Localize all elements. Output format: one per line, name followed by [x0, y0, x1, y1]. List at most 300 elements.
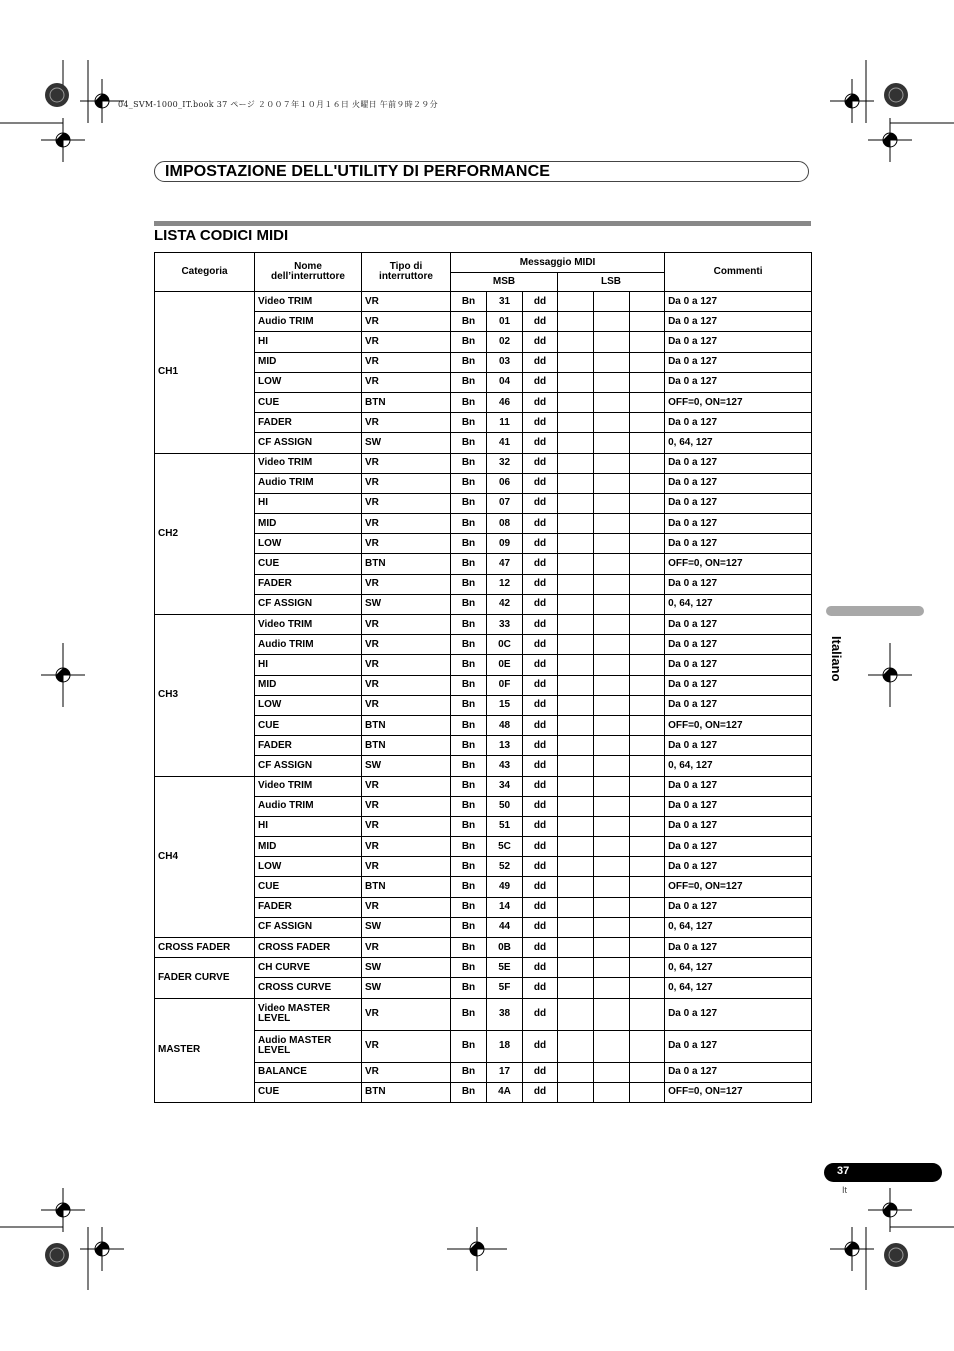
msb-status-cell: Bn — [451, 978, 487, 998]
msb-number-cell: 44 — [487, 917, 523, 937]
lsb-cell — [558, 615, 594, 635]
lsb-cell — [630, 413, 665, 433]
msb-status-cell: Bn — [451, 877, 487, 897]
lsb-cell — [558, 635, 594, 655]
msb-status-cell: Bn — [451, 1030, 487, 1062]
lsb-cell — [558, 534, 594, 554]
category-cell: CH2 — [155, 453, 255, 615]
lsb-cell — [558, 897, 594, 917]
lsb-cell — [630, 938, 665, 958]
msb-value-cell: dd — [523, 998, 558, 1030]
msb-status-cell: Bn — [451, 796, 487, 816]
msb-number-cell: 18 — [487, 1030, 523, 1062]
section-title: IMPOSTAZIONE DELL'UTILITY DI PERFORMANCE — [165, 163, 550, 180]
switch-name-cell: CF ASSIGN — [255, 433, 362, 453]
lsb-cell — [594, 635, 630, 655]
msb-value-cell: dd — [523, 695, 558, 715]
lsb-cell — [630, 1062, 665, 1082]
switch-name-cell: CUE — [255, 1082, 362, 1102]
comment-cell: Da 0 a 127 — [665, 292, 812, 312]
lsb-cell — [630, 837, 665, 857]
switch-type-cell: VR — [362, 816, 451, 836]
comment-cell: OFF=0, ON=127 — [665, 392, 812, 412]
comment-cell: OFF=0, ON=127 — [665, 877, 812, 897]
msb-value-cell: dd — [523, 877, 558, 897]
switch-type-cell: BTN — [362, 715, 451, 735]
lsb-cell — [594, 958, 630, 978]
lsb-cell — [630, 816, 665, 836]
msb-value-cell: dd — [523, 413, 558, 433]
lsb-cell — [630, 453, 665, 473]
switch-name-cell: LOW — [255, 857, 362, 877]
msb-value-cell: dd — [523, 534, 558, 554]
msb-value-cell: dd — [523, 514, 558, 534]
msb-value-cell: dd — [523, 796, 558, 816]
comment-cell: OFF=0, ON=127 — [665, 1082, 812, 1102]
msb-value-cell: dd — [523, 1062, 558, 1082]
msb-number-cell: 50 — [487, 796, 523, 816]
switch-type-cell: SW — [362, 756, 451, 776]
msb-number-cell: 5E — [487, 958, 523, 978]
category-cell: CH3 — [155, 615, 255, 777]
comment-cell: 0, 64, 127 — [665, 917, 812, 937]
lsb-cell — [630, 352, 665, 372]
lsb-cell — [594, 978, 630, 998]
lsb-cell — [558, 978, 594, 998]
lsb-cell — [594, 1062, 630, 1082]
msb-number-cell: 46 — [487, 392, 523, 412]
midi-codes-table — [154, 252, 812, 1103]
lsb-cell — [558, 473, 594, 493]
switch-name-cell: MID — [255, 352, 362, 372]
msb-value-cell: dd — [523, 292, 558, 312]
switch-type-cell: VR — [362, 312, 451, 332]
msb-value-cell: dd — [523, 897, 558, 917]
msb-value-cell: dd — [523, 352, 558, 372]
comment-cell: Da 0 a 127 — [665, 897, 812, 917]
switch-name-cell: FADER — [255, 413, 362, 433]
msb-number-cell: 13 — [487, 736, 523, 756]
lsb-cell — [630, 715, 665, 735]
msb-number-cell: 5C — [487, 837, 523, 857]
switch-name-cell: Audio MASTER LEVEL — [255, 1030, 362, 1062]
page-number: 37 — [837, 1165, 850, 1177]
msb-number-cell: 52 — [487, 857, 523, 877]
comment-cell: Da 0 a 127 — [665, 473, 812, 493]
lsb-cell — [630, 958, 665, 978]
lsb-cell — [630, 332, 665, 352]
lsb-cell — [558, 877, 594, 897]
switch-type-cell: BTN — [362, 877, 451, 897]
switch-name-cell: CUE — [255, 715, 362, 735]
comment-cell: Da 0 a 127 — [665, 574, 812, 594]
msb-value-cell: dd — [523, 372, 558, 392]
msb-number-cell: 0B — [487, 938, 523, 958]
lsb-cell — [558, 796, 594, 816]
msb-value-cell: dd — [523, 332, 558, 352]
switch-type-cell: SW — [362, 978, 451, 998]
switch-type-cell: SW — [362, 433, 451, 453]
side-tab-label: Italiano — [829, 636, 844, 682]
comment-cell: Da 0 a 127 — [665, 736, 812, 756]
lsb-cell — [594, 756, 630, 776]
switch-name-cell: CUE — [255, 877, 362, 897]
lsb-cell — [630, 917, 665, 937]
file-info: 04_SVM-1000_IT.book 37 ページ ２００７年１０月１６日 火曜日 午前９時２９分 — [118, 100, 438, 109]
lsb-cell — [594, 332, 630, 352]
lsb-cell — [594, 433, 630, 453]
switch-type-cell: BTN — [362, 392, 451, 412]
side-tab — [826, 606, 924, 616]
lsb-cell — [558, 695, 594, 715]
switch-name-cell: BALANCE — [255, 1062, 362, 1082]
switch-type-cell: VR — [362, 413, 451, 433]
lsb-cell — [594, 413, 630, 433]
msb-value-cell: dd — [523, 453, 558, 473]
msb-value-cell: dd — [523, 615, 558, 635]
switch-name-cell: LOW — [255, 695, 362, 715]
switch-name-cell: CUE — [255, 554, 362, 574]
lsb-cell — [594, 695, 630, 715]
msb-value-cell: dd — [523, 938, 558, 958]
lsb-cell — [630, 796, 665, 816]
msb-value-cell: dd — [523, 917, 558, 937]
switch-type-cell: VR — [362, 857, 451, 877]
comment-cell: Da 0 a 127 — [665, 1062, 812, 1082]
switch-type-cell: VR — [362, 1062, 451, 1082]
switch-type-cell: VR — [362, 695, 451, 715]
lsb-cell — [558, 917, 594, 937]
comment-cell: Da 0 a 127 — [665, 332, 812, 352]
lsb-cell — [630, 433, 665, 453]
msb-value-cell: dd — [523, 433, 558, 453]
subsection-rule — [154, 221, 811, 226]
lsb-cell — [594, 816, 630, 836]
msb-value-cell: dd — [523, 312, 558, 332]
msb-number-cell: 14 — [487, 897, 523, 917]
lsb-cell — [558, 574, 594, 594]
switch-name-cell: LOW — [255, 534, 362, 554]
language-code: It — [842, 1185, 848, 1195]
switch-type-cell: VR — [362, 332, 451, 352]
msb-value-cell: dd — [523, 493, 558, 513]
msb-number-cell: 01 — [487, 312, 523, 332]
msb-status-cell: Bn — [451, 938, 487, 958]
lsb-cell — [630, 554, 665, 574]
switch-type-cell: BTN — [362, 736, 451, 756]
msb-status-cell: Bn — [451, 413, 487, 433]
msb-value-cell: dd — [523, 473, 558, 493]
msb-status-cell: Bn — [451, 958, 487, 978]
switch-name-cell: CF ASSIGN — [255, 917, 362, 937]
header-lsb: LSB — [558, 273, 665, 292]
msb-status-cell: Bn — [451, 655, 487, 675]
lsb-cell — [594, 372, 630, 392]
switch-name-cell: FADER — [255, 736, 362, 756]
comment-cell: Da 0 a 127 — [665, 998, 812, 1030]
switch-type-cell: VR — [362, 292, 451, 312]
lsb-cell — [594, 736, 630, 756]
lsb-cell — [594, 776, 630, 796]
msb-status-cell: Bn — [451, 312, 487, 332]
msb-status-cell: Bn — [451, 433, 487, 453]
lsb-cell — [594, 675, 630, 695]
switch-type-cell: BTN — [362, 1082, 451, 1102]
lsb-cell — [630, 978, 665, 998]
lsb-cell — [558, 594, 594, 614]
switch-name-cell: HI — [255, 332, 362, 352]
lsb-cell — [558, 655, 594, 675]
lsb-cell — [594, 473, 630, 493]
switch-name-cell: Video TRIM — [255, 615, 362, 635]
lsb-cell — [594, 917, 630, 937]
msb-status-cell: Bn — [451, 615, 487, 635]
switch-name-cell: MID — [255, 837, 362, 857]
msb-number-cell: 38 — [487, 998, 523, 1030]
lsb-cell — [594, 312, 630, 332]
msb-number-cell: 41 — [487, 433, 523, 453]
category-cell: FADER CURVE — [155, 958, 255, 998]
lsb-cell — [630, 1030, 665, 1062]
msb-status-cell: Bn — [451, 473, 487, 493]
comment-cell: Da 0 a 127 — [665, 675, 812, 695]
msb-number-cell: 31 — [487, 292, 523, 312]
msb-value-cell: dd — [523, 978, 558, 998]
midi-table-body — [155, 292, 812, 1103]
msb-value-cell: dd — [523, 675, 558, 695]
msb-number-cell: 33 — [487, 615, 523, 635]
lsb-cell — [558, 352, 594, 372]
lsb-cell — [594, 796, 630, 816]
msb-number-cell: 34 — [487, 776, 523, 796]
msb-status-cell: Bn — [451, 1082, 487, 1102]
lsb-cell — [594, 352, 630, 372]
msb-status-cell: Bn — [451, 1062, 487, 1082]
msb-number-cell: 02 — [487, 332, 523, 352]
comment-cell: Da 0 a 127 — [665, 413, 812, 433]
switch-type-cell: VR — [362, 796, 451, 816]
lsb-cell — [594, 897, 630, 917]
switch-type-cell: VR — [362, 615, 451, 635]
lsb-cell — [630, 574, 665, 594]
table-row — [155, 292, 812, 312]
category-cell: MASTER — [155, 998, 255, 1102]
msb-value-cell: dd — [523, 715, 558, 735]
msb-value-cell: dd — [523, 1082, 558, 1102]
switch-type-cell: VR — [362, 574, 451, 594]
msb-number-cell: 17 — [487, 1062, 523, 1082]
category-cell: CH4 — [155, 776, 255, 938]
switch-name-cell: MID — [255, 675, 362, 695]
header-comments: Commenti — [665, 253, 812, 292]
comment-cell: Da 0 a 127 — [665, 1030, 812, 1062]
lsb-cell — [594, 1030, 630, 1062]
msb-value-cell: dd — [523, 1030, 558, 1062]
category-cell: CROSS FADER — [155, 938, 255, 958]
comment-cell: 0, 64, 127 — [665, 756, 812, 776]
switch-name-cell: CROSS CURVE — [255, 978, 362, 998]
lsb-cell — [630, 635, 665, 655]
lsb-cell — [630, 493, 665, 513]
lsb-cell — [594, 292, 630, 312]
lsb-cell — [630, 473, 665, 493]
lsb-cell — [558, 837, 594, 857]
comment-cell: Da 0 a 127 — [665, 615, 812, 635]
msb-number-cell: 04 — [487, 372, 523, 392]
lsb-cell — [558, 372, 594, 392]
msb-value-cell: dd — [523, 736, 558, 756]
table-row — [155, 776, 812, 796]
lsb-cell — [594, 857, 630, 877]
switch-name-cell: CF ASSIGN — [255, 756, 362, 776]
msb-status-cell: Bn — [451, 897, 487, 917]
comment-cell: Da 0 a 127 — [665, 857, 812, 877]
switch-type-cell: VR — [362, 514, 451, 534]
switch-type-cell: VR — [362, 938, 451, 958]
header-switch-type: Tipo di interruttore — [362, 253, 451, 292]
msb-value-cell: dd — [523, 958, 558, 978]
lsb-cell — [594, 554, 630, 574]
table-row — [155, 453, 812, 473]
switch-type-cell: VR — [362, 776, 451, 796]
comment-cell: OFF=0, ON=127 — [665, 554, 812, 574]
msb-status-cell: Bn — [451, 837, 487, 857]
msb-status-cell: Bn — [451, 736, 487, 756]
switch-type-cell: VR — [362, 655, 451, 675]
switch-name-cell: MID — [255, 514, 362, 534]
msb-status-cell: Bn — [451, 514, 487, 534]
lsb-cell — [558, 756, 594, 776]
msb-status-cell: Bn — [451, 756, 487, 776]
lsb-cell — [630, 877, 665, 897]
msb-number-cell: 49 — [487, 877, 523, 897]
switch-type-cell: VR — [362, 675, 451, 695]
msb-number-cell: 11 — [487, 413, 523, 433]
msb-status-cell: Bn — [451, 857, 487, 877]
lsb-cell — [558, 514, 594, 534]
lsb-cell — [558, 413, 594, 433]
msb-value-cell: dd — [523, 594, 558, 614]
switch-name-cell: CUE — [255, 392, 362, 412]
msb-number-cell: 51 — [487, 816, 523, 836]
lsb-cell — [594, 574, 630, 594]
lsb-cell — [594, 938, 630, 958]
lsb-cell — [630, 776, 665, 796]
msb-value-cell: dd — [523, 554, 558, 574]
msb-value-cell: dd — [523, 837, 558, 857]
comment-cell: 0, 64, 127 — [665, 978, 812, 998]
comment-cell: Da 0 a 127 — [665, 796, 812, 816]
comment-cell: 0, 64, 127 — [665, 594, 812, 614]
comment-cell: Da 0 a 127 — [665, 534, 812, 554]
msb-value-cell: dd — [523, 776, 558, 796]
switch-name-cell: Video TRIM — [255, 453, 362, 473]
comment-cell: OFF=0, ON=127 — [665, 715, 812, 735]
switch-type-cell: VR — [362, 1030, 451, 1062]
table-row — [155, 938, 812, 958]
switch-type-cell: VR — [362, 635, 451, 655]
lsb-cell — [630, 292, 665, 312]
switch-name-cell: FADER — [255, 897, 362, 917]
msb-number-cell: 15 — [487, 695, 523, 715]
lsb-cell — [630, 615, 665, 635]
lsb-cell — [558, 1062, 594, 1082]
switch-name-cell: HI — [255, 816, 362, 836]
switch-name-cell: Audio TRIM — [255, 473, 362, 493]
lsb-cell — [558, 958, 594, 978]
page-number-badge — [824, 1163, 942, 1182]
lsb-cell — [594, 998, 630, 1030]
msb-status-cell: Bn — [451, 534, 487, 554]
switch-type-cell: VR — [362, 493, 451, 513]
lsb-cell — [558, 816, 594, 836]
switch-type-cell: VR — [362, 473, 451, 493]
comment-cell: Da 0 a 127 — [665, 372, 812, 392]
switch-name-cell: Video TRIM — [255, 292, 362, 312]
comment-cell: Da 0 a 127 — [665, 837, 812, 857]
lsb-cell — [558, 1030, 594, 1062]
comment-cell: Da 0 a 127 — [665, 816, 812, 836]
msb-status-cell: Bn — [451, 292, 487, 312]
msb-status-cell: Bn — [451, 372, 487, 392]
msb-value-cell: dd — [523, 756, 558, 776]
lsb-cell — [594, 493, 630, 513]
msb-status-cell: Bn — [451, 352, 487, 372]
msb-number-cell: 32 — [487, 453, 523, 473]
msb-number-cell: 06 — [487, 473, 523, 493]
comment-cell: Da 0 a 127 — [665, 938, 812, 958]
switch-type-cell: VR — [362, 352, 451, 372]
lsb-cell — [594, 514, 630, 534]
switch-type-cell: SW — [362, 594, 451, 614]
switch-type-cell: VR — [362, 897, 451, 917]
lsb-cell — [594, 877, 630, 897]
lsb-cell — [630, 534, 665, 554]
msb-status-cell: Bn — [451, 453, 487, 473]
lsb-cell — [630, 998, 665, 1030]
msb-status-cell: Bn — [451, 695, 487, 715]
lsb-cell — [630, 897, 665, 917]
lsb-cell — [558, 312, 594, 332]
switch-name-cell: Audio TRIM — [255, 796, 362, 816]
msb-value-cell: dd — [523, 816, 558, 836]
msb-number-cell: 09 — [487, 534, 523, 554]
msb-number-cell: 12 — [487, 574, 523, 594]
lsb-cell — [594, 453, 630, 473]
subsection-title: LISTA CODICI MIDI — [154, 227, 289, 244]
switch-name-cell: Audio TRIM — [255, 635, 362, 655]
msb-status-cell: Bn — [451, 998, 487, 1030]
msb-number-cell: 42 — [487, 594, 523, 614]
lsb-cell — [630, 857, 665, 877]
msb-status-cell: Bn — [451, 675, 487, 695]
lsb-cell — [594, 392, 630, 412]
lsb-cell — [558, 776, 594, 796]
lsb-cell — [630, 736, 665, 756]
lsb-cell — [630, 695, 665, 715]
msb-status-cell: Bn — [451, 715, 487, 735]
lsb-cell — [630, 312, 665, 332]
lsb-cell — [558, 493, 594, 513]
lsb-cell — [630, 756, 665, 776]
header-midi-message: Messaggio MIDI — [451, 253, 665, 273]
table-row — [155, 615, 812, 635]
category-cell: CH1 — [155, 292, 255, 454]
msb-number-cell: 0C — [487, 635, 523, 655]
msb-number-cell: 5F — [487, 978, 523, 998]
msb-value-cell: dd — [523, 857, 558, 877]
msb-status-cell: Bn — [451, 776, 487, 796]
